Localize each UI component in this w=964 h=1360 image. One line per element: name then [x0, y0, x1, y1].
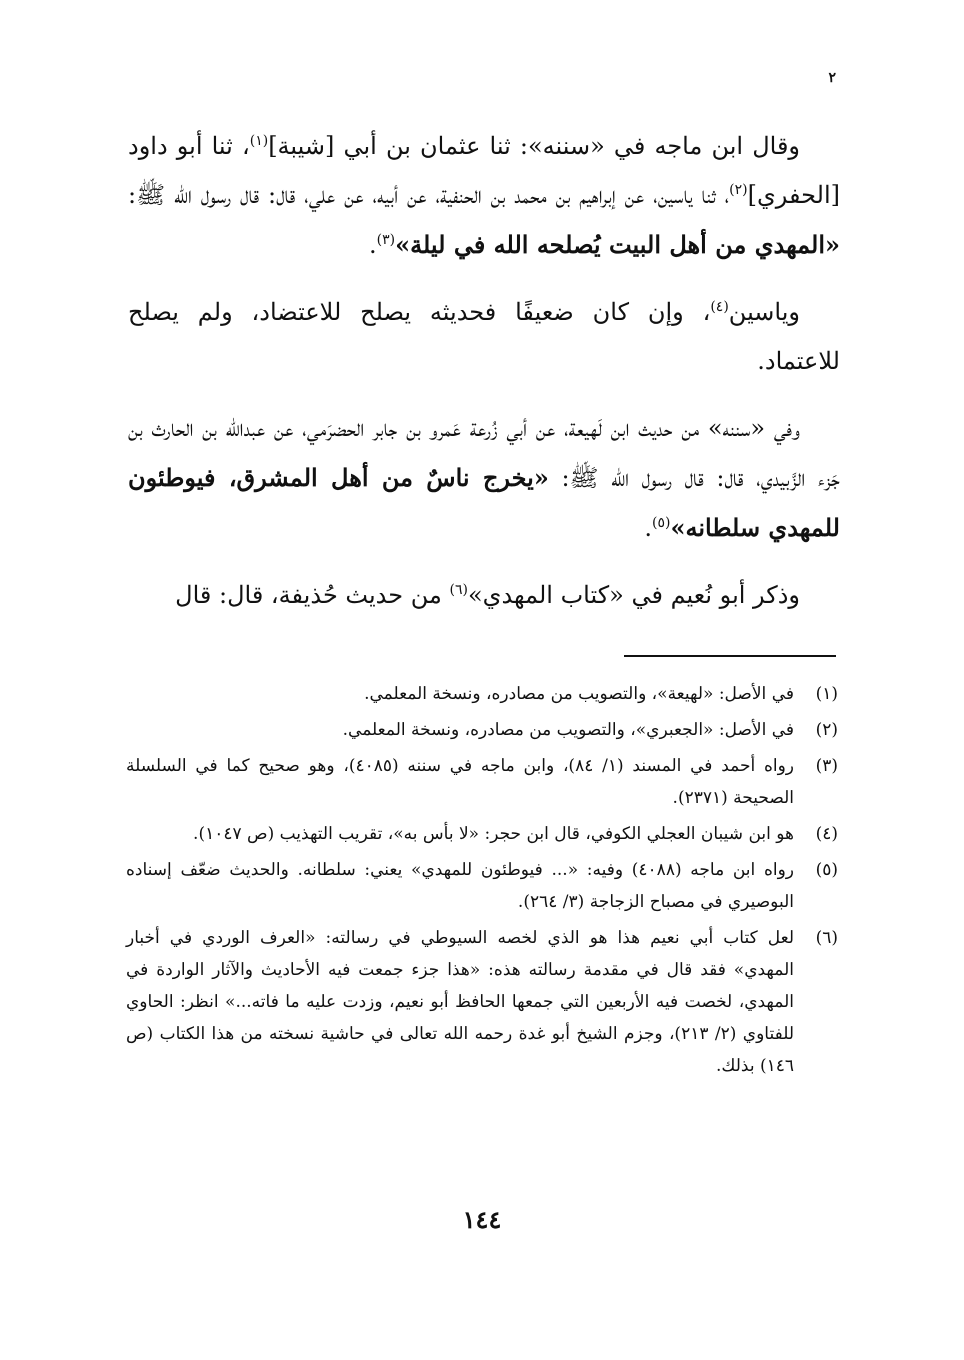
footnote-item [126, 854, 838, 918]
paragraph-4-text: وذكر أبو نُعيم في «كتاب المهدي» [467, 581, 800, 609]
footnotes [126, 678, 838, 1086]
footnote-ref-1: (١) [249, 133, 269, 149]
footnote-text: رواه ابن ماجه (٤٠٨٨) وفيه: «... فيوطئون للمهدي» يعني: سلطانه. والحديث ضعّف إسناده البوصيري في مصباح الزجاجة (٣/ ٢٦٤). [126, 860, 794, 912]
footnote-item [126, 818, 838, 850]
paragraph-1-text: ، ثنا ياسين، عن إبراهيم بن محمد بن الحنفية، عن أبيه، عن علي، قال: قال رسول الله ﷺ: [128, 181, 730, 209]
footnote-item [126, 750, 838, 814]
footnote-number: (٤) [815, 824, 838, 844]
paragraph-3-text: وفي «سننه» من حديث ابن لَهيعة، عن أبي زُرعة عَمرو بن جابر الحضرَمي، عن عبدالله بن الحارث بن جَزء الزَّبيدي، قال: قال رسول الله ﷺ: [128, 414, 841, 492]
paragraph-1-text: وقال ابن ماجه في «سننه»: ثنا عثمان بن أبي [شيبة] [268, 132, 801, 160]
hadith-quote: «المهدي من أهل البيت يُصلحه الله في ليلة» [395, 230, 840, 259]
footnote-text: في الأصل: «لهيعة»، والتصويب من مصادره، ونسخة المعلمي. [364, 684, 794, 704]
footnote-ref-3: (٣) [376, 232, 396, 248]
paragraph-1-text: ، ثنا أبو داود [الحفري] [128, 132, 841, 209]
paragraph-4 [128, 571, 840, 620]
footnote-text: هو ابن شيبان العجلي الكوفي، قال ابن حجر: «لا بأس به»، تقريب التهذيب (ص ١٠٤٧). [193, 824, 794, 844]
footnote-number: (٦) [815, 928, 838, 948]
footnote-number: (٣) [815, 756, 838, 776]
footnote-item [126, 678, 838, 710]
paragraph-3 [128, 404, 840, 553]
paragraph-2-text: ، وإن كان ضعيفًا فحديثه يصلح للاعتضاد، ولم يصلح للاعتماد. [128, 298, 840, 375]
footnote-ref-4: (٤) [710, 299, 729, 315]
hadith-quote: «يخرج ناسٌ من أهل المشرق، فيوطئون للمهدي سلطانه» [128, 463, 840, 542]
footnote-ref-5: (٥) [651, 515, 671, 531]
main-text [128, 122, 840, 638]
corner-mark: ٢ [828, 70, 836, 86]
footnote-divider [624, 655, 836, 657]
paragraph-3-end: . [644, 514, 652, 542]
paragraph-4-text: من حديث حُذيفة، قال: قال [175, 581, 450, 609]
footnote-text: رواه أحمد في المسند (١/ ٨٤)، وابن ماجه في سننه (٤٠٨٥)، وهو صحيح كما في السلسلة الصحيحة (٢٣٧١). [126, 756, 794, 808]
paragraph-1-end: . [369, 231, 377, 259]
footnote-text: في الأصل: «الجعبري»، والتصويب من مصادره، ونسخة المعلمي. [342, 720, 794, 740]
footnote-ref-6: (٦) [449, 582, 468, 598]
footnote-ref-2: (٢) [729, 182, 748, 198]
footnote-item [126, 714, 838, 746]
footnote-text: لعل كتاب أبي نعيم هذا هو الذي لخصه السيوطي في رسالته: «العرف الوردي في أخبار المهدي» فقد قال في مقدمة رسالته هذه: «هذا جزء جمعت فيه الأحاديث والآثار الواردة في المهدي، لخصت فيه الأربعين التي جمعها الحافظ أبو نعيم، وزدت عليه ما فاته...» انظر: الحاوي للفتاوي (٢/ ٢١٣)، وجزم الشيخ أبو غدة رحمه الله تعالى في حاشية نسخته من هذا الكتاب (ص ١٤٦) بذلك. [126, 928, 794, 1076]
page-number: ١٤٤ [462, 1205, 502, 1234]
paragraph-1 [128, 122, 840, 270]
paragraph-2-text: وياسين [728, 298, 800, 326]
footnote-item [126, 922, 838, 1082]
paragraph-2 [128, 288, 840, 386]
footnote-number: (٢) [815, 720, 838, 740]
footnote-number: (١) [815, 684, 838, 704]
footnote-number: (٥) [815, 860, 838, 880]
